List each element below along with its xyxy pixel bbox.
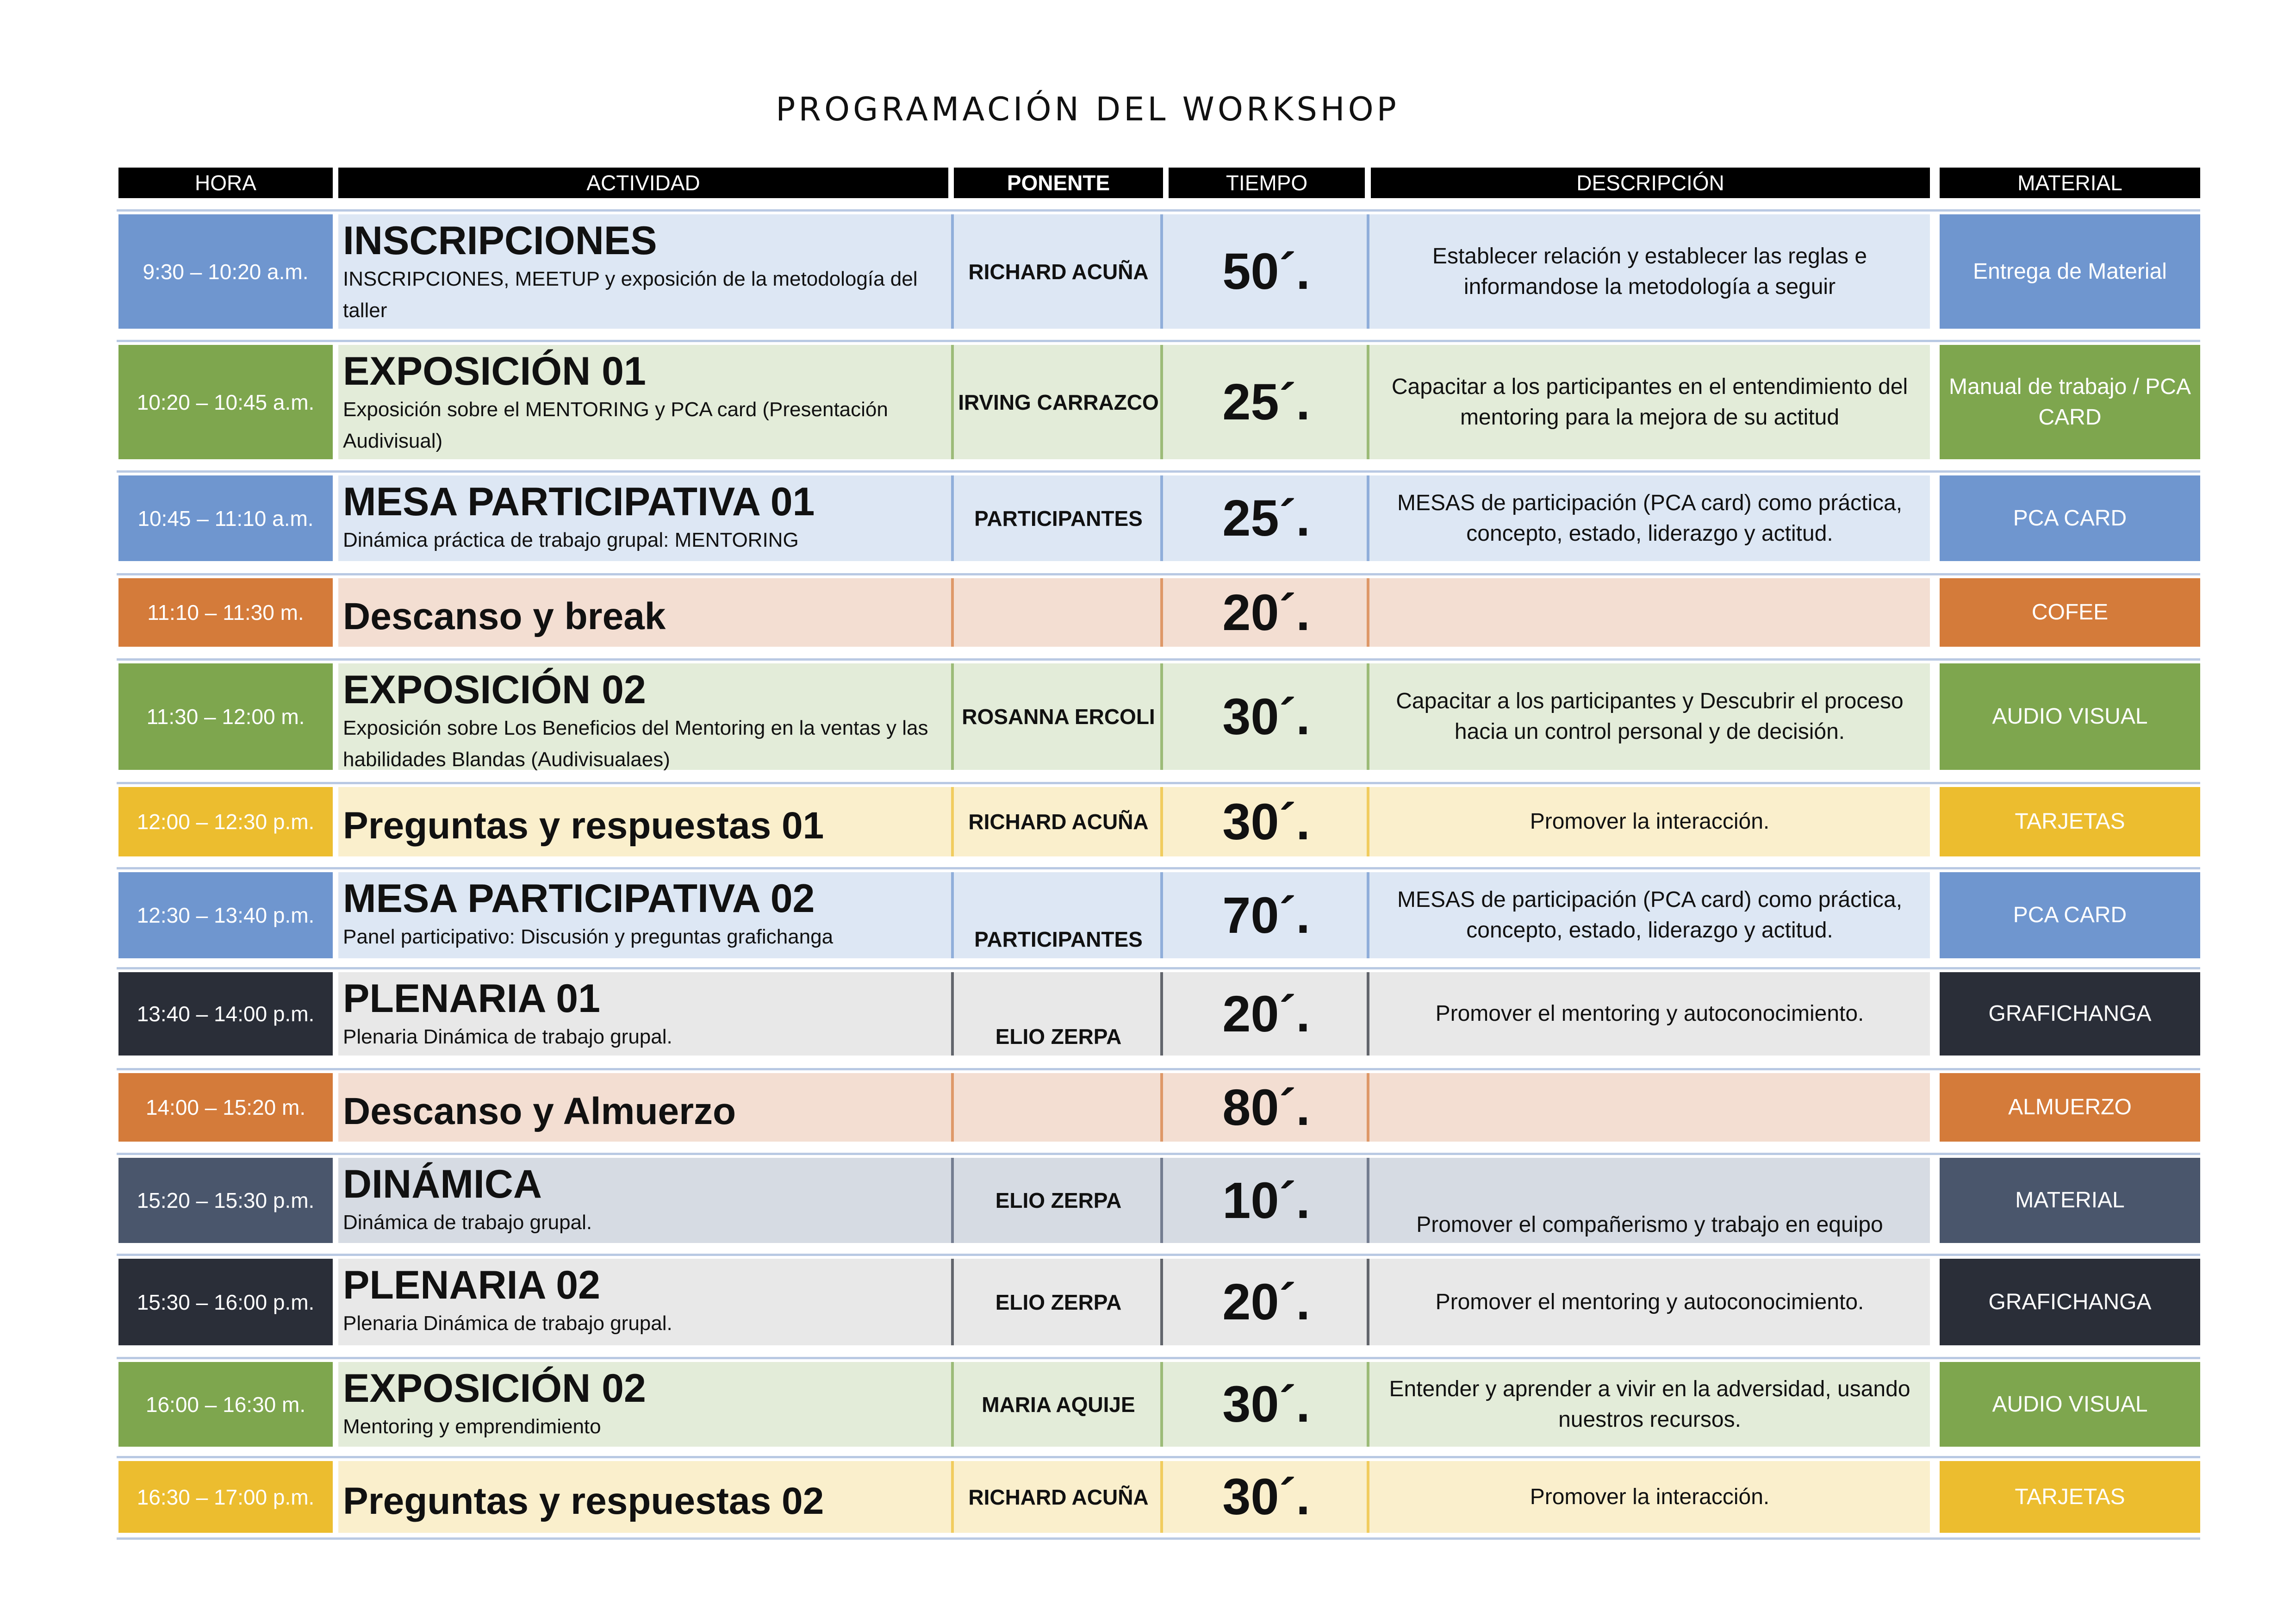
row-material: GRAFICHANGA (1940, 1259, 2200, 1345)
row-time: 16:30 – 17:00 p.m. (118, 1461, 333, 1533)
activity-title: Preguntas y respuestas 01 (343, 805, 824, 847)
row-material: ALMUERZO (1940, 1073, 2200, 1142)
row-time: 10:20 – 10:45 a.m. (118, 345, 333, 459)
row-duration: 10´. (1163, 1158, 1369, 1243)
column-divider (1367, 1362, 1369, 1447)
row-material: GRAFICHANGA (1940, 972, 2200, 1056)
column-divider (951, 1158, 954, 1243)
row-duration: 50´. (1163, 214, 1369, 329)
row-duration: 80´. (1163, 1073, 1369, 1142)
activity-title: Preguntas y respuestas 02 (343, 1480, 824, 1522)
activity-title: DINÁMICA (343, 1162, 542, 1206)
table-row (0, 578, 2296, 647)
row-speaker: ROSANNA ERCOLI (954, 663, 1163, 770)
row-separator (117, 1456, 2200, 1458)
row-duration: 20´. (1163, 578, 1369, 647)
row-activity (338, 345, 954, 459)
row-activity (338, 1158, 954, 1243)
column-divider (1160, 1158, 1163, 1243)
row-duration: 25´. (1163, 345, 1369, 459)
row-speaker: RICHARD ACUÑA (954, 214, 1163, 329)
column-divider (951, 475, 954, 561)
row-description (1369, 1073, 1930, 1142)
table-row (0, 475, 2296, 561)
table-row (0, 663, 2296, 770)
row-separator (117, 967, 2200, 969)
row-speaker (954, 1073, 1163, 1142)
activity-title: EXPOSICIÓN 02 (343, 668, 646, 712)
activity-subtitle: Exposición sobre Los Beneficios del Mentoring en la ventas y las habilidades Blandas (Audivisualaes) (343, 717, 928, 771)
row-duration: 30´. (1163, 663, 1369, 770)
column-divider (1367, 214, 1369, 329)
row-description (1369, 578, 1930, 647)
column-divider (951, 578, 954, 647)
table-row (0, 345, 2296, 459)
row-material: TARJETAS (1940, 1461, 2200, 1533)
column-divider (951, 787, 954, 856)
row-material: AUDIO VISUAL (1940, 1362, 2200, 1447)
table-row (0, 1158, 2296, 1243)
activity-title: EXPOSICIÓN 02 (343, 1366, 646, 1411)
activity-subtitle: Plenaria Dinámica de trabajo grupal. (343, 1312, 672, 1335)
row-duration: 20´. (1163, 1259, 1369, 1345)
column-divider (1367, 1158, 1369, 1243)
column-divider (1367, 475, 1369, 561)
row-description: MESAS de participación (PCA card) como práctica, concepto, estado, liderazgo y actitud. (1369, 475, 1930, 561)
row-time: 11:30 – 12:00 m. (118, 663, 333, 770)
row-speaker: PARTICIPANTES (954, 872, 1163, 958)
table-row (0, 214, 2296, 329)
row-duration: 30´. (1163, 1362, 1369, 1447)
row-description: MESAS de participación (PCA card) como práctica, concepto, estado, liderazgo y actitud. (1369, 872, 1930, 958)
column-divider (951, 1362, 954, 1447)
row-activity (338, 787, 954, 856)
row-activity (338, 214, 954, 329)
row-activity (338, 1461, 954, 1533)
activity-title: INSCRIPCIONES (343, 219, 657, 263)
header-hora: HORA (118, 168, 333, 198)
row-activity (338, 872, 954, 958)
column-divider (1367, 872, 1369, 958)
row-separator (117, 658, 2200, 661)
activity-title: PLENARIA 02 (343, 1263, 600, 1307)
activity-title: MESA PARTICIPATIVA 01 (343, 480, 815, 524)
row-time: 12:30 – 13:40 p.m. (118, 872, 333, 958)
header-tiempo: TIEMPO (1169, 168, 1365, 198)
row-speaker: PARTICIPANTES (954, 475, 1163, 561)
row-description: Promover la interacción. (1369, 787, 1930, 856)
column-divider (1160, 475, 1163, 561)
column-divider (1160, 787, 1163, 856)
column-divider (1160, 345, 1163, 459)
row-time: 16:00 – 16:30 m. (118, 1362, 333, 1447)
table-row (0, 1362, 2296, 1447)
row-time: 9:30 – 10:20 a.m. (118, 214, 333, 329)
column-divider (951, 663, 954, 770)
row-duration: 20´. (1163, 972, 1369, 1056)
column-divider (951, 872, 954, 958)
activity-title: Descanso y Almuerzo (343, 1090, 736, 1132)
row-description: Capacitar a los participantes en el entendimiento del mentoring para la mejora de su actitud (1369, 345, 1930, 459)
row-duration: 30´. (1163, 787, 1369, 856)
column-divider (1160, 663, 1163, 770)
column-divider (1367, 578, 1369, 647)
row-description: Capacitar a los participantes y Descubrir el proceso hacia un control personal y de decisión. (1369, 663, 1930, 770)
row-time: 15:30 – 16:00 p.m. (118, 1259, 333, 1345)
column-divider (951, 972, 954, 1056)
column-divider (1160, 872, 1163, 958)
activity-title: EXPOSICIÓN 01 (343, 349, 646, 394)
column-divider (951, 345, 954, 459)
table-row (0, 972, 2296, 1056)
row-activity (338, 1073, 954, 1142)
row-activity (338, 475, 954, 561)
row-time: 15:20 – 15:30 p.m. (118, 1158, 333, 1243)
row-separator (117, 573, 2200, 575)
row-activity (338, 1362, 954, 1447)
row-speaker (954, 578, 1163, 647)
row-separator (117, 867, 2200, 869)
row-description: Promover el compañerismo y trabajo en equipo (1369, 1158, 1930, 1243)
activity-title: MESA PARTICIPATIVA 02 (343, 876, 815, 921)
row-duration: 70´. (1163, 872, 1369, 958)
row-description: Establecer relación y establecer las reglas e informandose la metodología a seguir (1369, 214, 1930, 329)
header-material: MATERIAL (1940, 168, 2200, 198)
row-description: Promover el mentoring y autoconocimiento. (1369, 972, 1930, 1056)
row-separator (117, 1153, 2200, 1155)
row-time: 12:00 – 12:30 p.m. (118, 787, 333, 856)
row-description: Promover el mentoring y autoconocimiento. (1369, 1259, 1930, 1345)
activity-subtitle: Plenaria Dinámica de trabajo grupal. (343, 1025, 672, 1048)
row-speaker: ELIO ZERPA (954, 1158, 1163, 1243)
column-divider (1160, 578, 1163, 647)
row-description: Promover la interacción. (1369, 1461, 1930, 1533)
row-time: 10:45 – 11:10 a.m. (118, 475, 333, 561)
row-activity (338, 972, 954, 1056)
row-separator (117, 1068, 2200, 1070)
row-speaker: ELIO ZERPA (954, 972, 1163, 1056)
row-speaker: MARIA AQUIJE (954, 1362, 1163, 1447)
activity-title: PLENARIA 01 (343, 976, 600, 1021)
row-separator (117, 1254, 2200, 1256)
row-material: COFEE (1940, 578, 2200, 647)
row-activity (338, 578, 954, 647)
row-speaker: RICHARD ACUÑA (954, 787, 1163, 856)
activity-subtitle: Dinámica de trabajo grupal. (343, 1211, 592, 1234)
row-duration: 30´. (1163, 1461, 1369, 1533)
activity-subtitle: Dinámica práctica de trabajo grupal: MENTORING (343, 529, 799, 551)
row-material: TARJETAS (1940, 787, 2200, 856)
row-separator (117, 340, 2200, 342)
row-speaker: RICHARD ACUÑA (954, 1461, 1163, 1533)
row-material: PCA CARD (1940, 475, 2200, 561)
row-separator (117, 782, 2200, 784)
activity-subtitle: Mentoring y emprendimiento (343, 1415, 601, 1438)
header-ponente: PONENTE (954, 168, 1163, 198)
column-divider (1367, 1461, 1369, 1533)
column-divider (951, 1259, 954, 1345)
column-divider (1367, 345, 1369, 459)
column-divider (1160, 1461, 1163, 1533)
column-divider (1367, 1073, 1369, 1142)
page-title: PROGRAMACIÓN DEL WORKSHOP (776, 90, 1400, 128)
row-separator (117, 1537, 2200, 1540)
column-divider (951, 1461, 954, 1533)
column-divider (951, 214, 954, 329)
column-divider (1367, 663, 1369, 770)
row-speaker: IRVING CARRAZCO (954, 345, 1163, 459)
column-divider (1160, 214, 1163, 329)
row-material: AUDIO VISUAL (1940, 663, 2200, 770)
row-speaker: ELIO ZERPA (954, 1259, 1163, 1345)
column-divider (1367, 972, 1369, 1056)
row-material: PCA CARD (1940, 872, 2200, 958)
column-divider (1160, 972, 1163, 1056)
row-activity (338, 663, 954, 770)
table-row (0, 1461, 2296, 1533)
header-actividad: ACTIVIDAD (338, 168, 948, 198)
activity-subtitle: INSCRIPCIONES, MEETUP y exposición de la metodología del taller (343, 268, 918, 322)
column-divider (1367, 1259, 1369, 1345)
activity-subtitle: Exposición sobre el MENTORING y PCA card (Presentación Audivisual) (343, 398, 888, 452)
row-duration: 25´. (1163, 475, 1369, 561)
table-row (0, 872, 2296, 958)
row-time: 13:40 – 14:00 p.m. (118, 972, 333, 1056)
table-row (0, 1073, 2296, 1142)
column-divider (951, 1073, 954, 1142)
row-description: Entender y aprender a vivir en la adversidad, usando nuestros recursos. (1369, 1362, 1930, 1447)
table-row (0, 787, 2296, 856)
header-descripcion: DESCRIPCIÓN (1371, 168, 1930, 198)
row-material: Entrega de Material (1940, 214, 2200, 329)
row-material: MATERIAL (1940, 1158, 2200, 1243)
row-separator (117, 470, 2200, 473)
column-divider (1160, 1073, 1163, 1142)
column-divider (1160, 1259, 1163, 1345)
row-material: Manual de trabajo / PCA CARD (1940, 345, 2200, 459)
activity-subtitle: Panel participativo: Discusión y preguntas grafichanga (343, 925, 834, 948)
table-row (0, 1259, 2296, 1345)
row-time: 11:10 – 11:30 m. (118, 578, 333, 647)
column-divider (1160, 1362, 1163, 1447)
activity-title: Descanso y break (343, 595, 666, 637)
row-separator (117, 1357, 2200, 1359)
row-time: 14:00 – 15:20 m. (118, 1073, 333, 1142)
row-activity (338, 1259, 954, 1345)
column-divider (1367, 787, 1369, 856)
row-separator (117, 209, 2200, 212)
